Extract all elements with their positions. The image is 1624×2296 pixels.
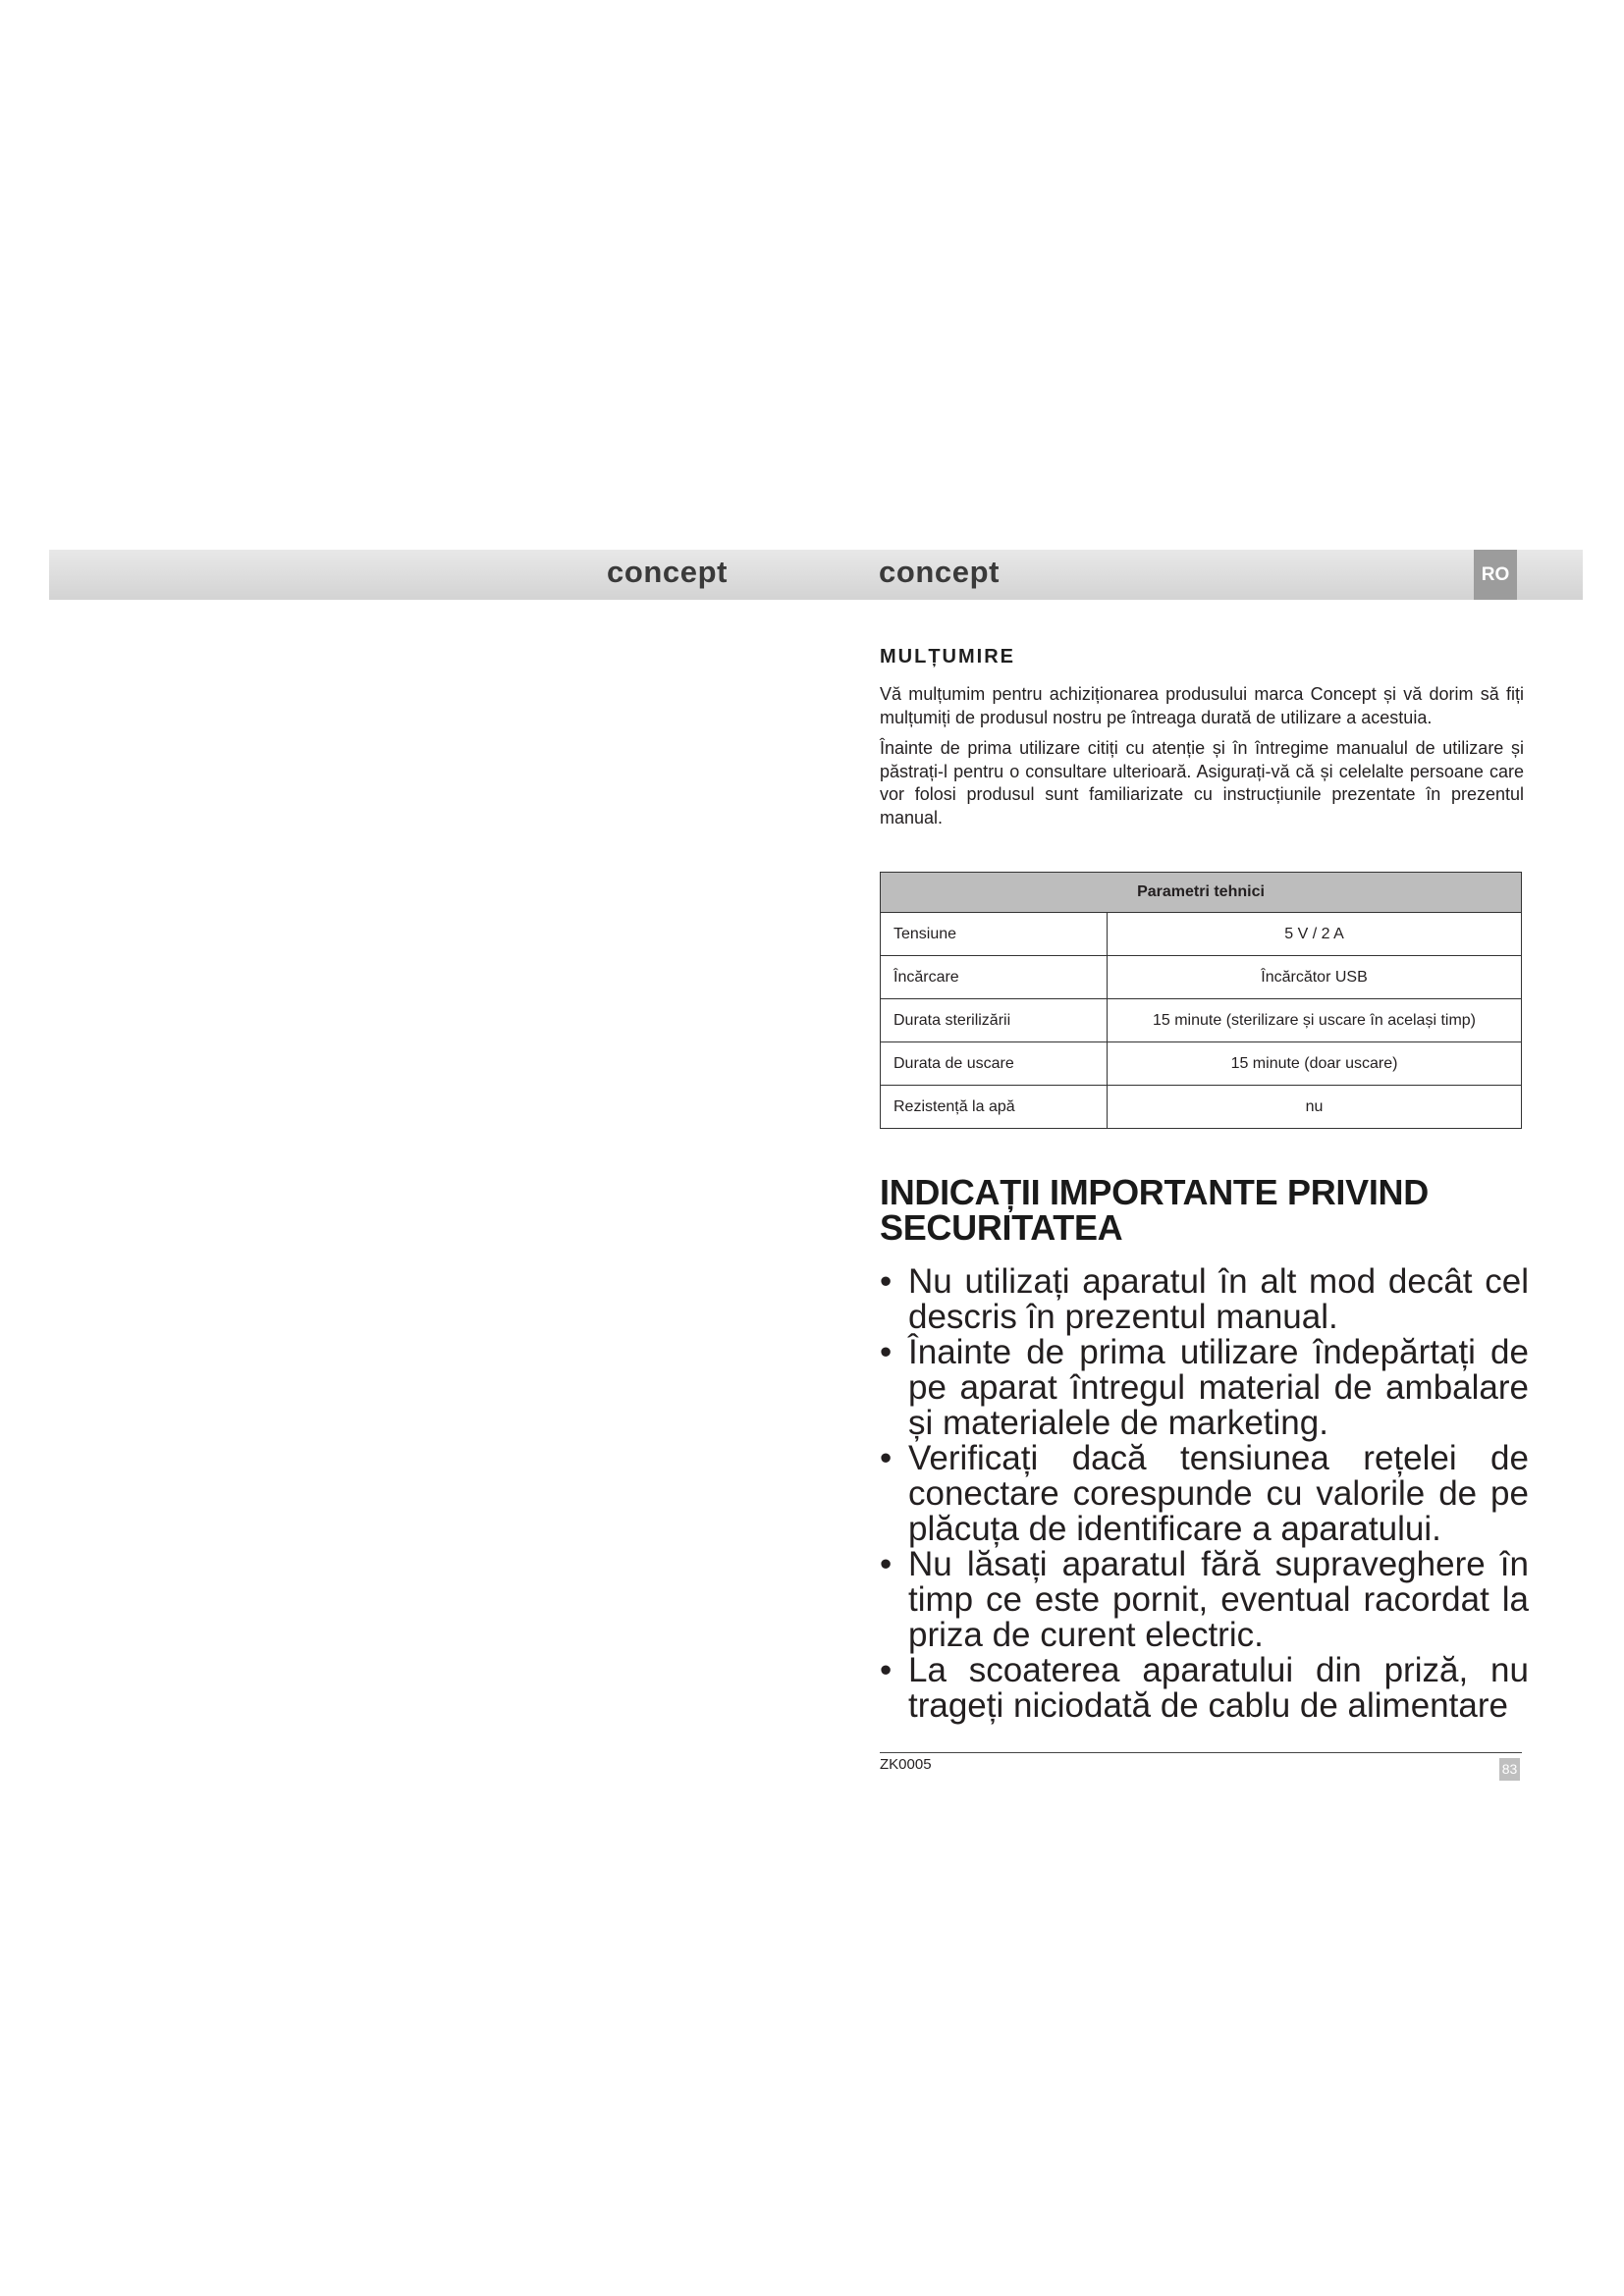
brand-logo-left: concept [607,555,729,589]
list-item: • La scoaterea aparatului din priză, nu trageți niciodată de cablu de alimentare [908,1653,1529,1724]
list-item: • Verificați dacă tensiunea rețelei de conectare corespunde cu valorile de pe plăcuța de identificare a aparatului. [908,1441,1529,1547]
table-row [881,999,1522,1042]
list-item: • Nu utilizați aparatul în alt mod decât cel descris în prezentul manual. [908,1264,1529,1335]
brand-logo-right: concept [879,555,1001,589]
thanks-title: MULȚUMIRE [880,646,1015,667]
specs-table [880,872,1522,1129]
thanks-body [880,683,1524,837]
header-bar [49,550,1583,600]
thanks-paragraph: Înainte de prima utilizare citiți cu atenție și în întregime manualul de utilizare și păstrați-l pentru o consultare ulterioară. Asigurați-vă că și celelalte persoane care vor folosi produsul sunt familiarizate cu instrucțiunile prezentate în prezentul manual. [880,738,1524,828]
specs-title: Parametri tehnici [881,873,1522,913]
list-item: • Nu lăsați aparatul fără supraveghere în timp ce este pornit, eventual racordat la priza de curent electric. [908,1547,1529,1653]
table-row [881,913,1522,956]
spec-value: Încărcător USB [1108,956,1522,999]
spec-value: 15 minute (doar uscare) [1108,1042,1522,1086]
table-row [881,956,1522,999]
spec-label: Tensiune [881,913,1108,956]
spec-label: Durata sterilizării [881,999,1108,1042]
spec-value: 15 minute (sterilizare și uscare în același timp) [1108,999,1522,1042]
language-badge: RO [1474,550,1517,600]
spec-value: 5 V / 2 A [1108,913,1522,956]
thanks-paragraph: Vă mulțumim pentru achiziționarea produsului marca Concept și vă dorim să fiți mulțumiți de produsul nostru pe întreaga durată de utilizare a acestuia. [880,684,1524,727]
safety-title: INDICAȚII IMPORTANTE PRIVIND SECURITATEA [880,1172,1429,1248]
spec-label: Durata de uscare [881,1042,1108,1086]
spec-label: Rezistență la apă [881,1086,1108,1129]
spec-label: Încărcare [881,956,1108,999]
safety-list [908,1264,1529,1724]
model-code: ZK0005 [880,1756,932,1773]
footer-divider [880,1752,1522,1753]
page-number: 83 [1499,1758,1520,1781]
table-row [881,1042,1522,1086]
specs-header-row [881,873,1522,913]
list-item: • Înainte de prima utilizare îndepărtați de pe aparat întregul material de ambalare și materialele de marketing. [908,1335,1529,1441]
spec-value: nu [1108,1086,1522,1129]
table-row [881,1086,1522,1129]
